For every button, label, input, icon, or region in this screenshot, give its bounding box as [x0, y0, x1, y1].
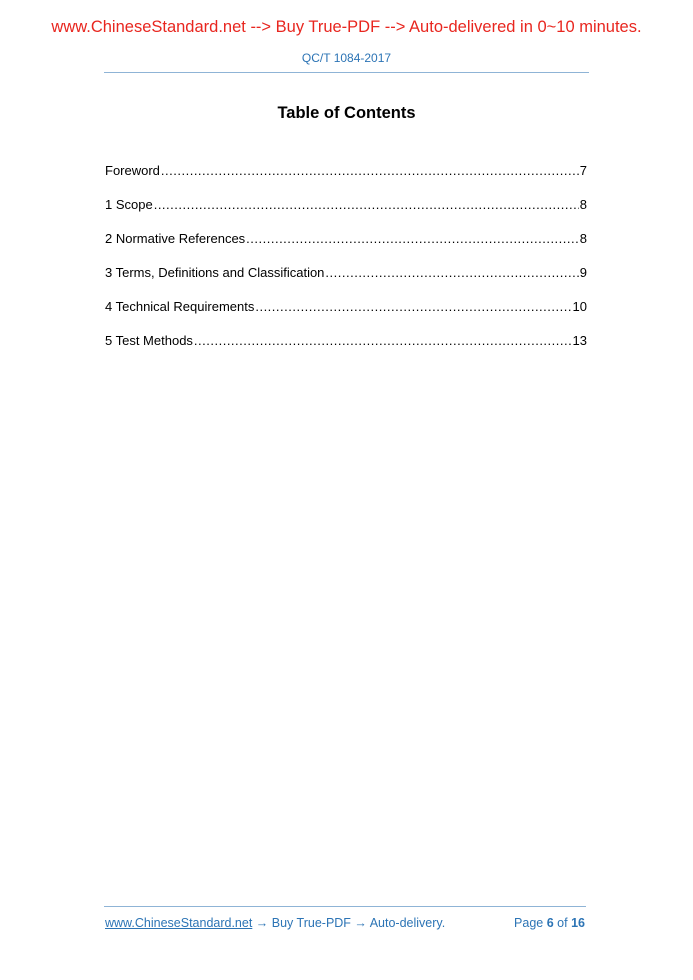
- table-of-contents: [105, 160, 587, 364]
- toc-entry-page: 7: [579, 163, 587, 178]
- footer-tagline: → Buy True-PDF → Auto-delivery.: [252, 916, 446, 930]
- page-word: Page: [514, 916, 544, 930]
- toc-leader-dots: [325, 262, 578, 284]
- toc-leader-dots: [194, 330, 572, 352]
- toc-leader-dots: [154, 194, 579, 216]
- toc-entry-test-methods[interactable]: [105, 330, 587, 364]
- toc-entry-label: 1 Scope: [105, 197, 153, 212]
- toc-entry-label: 5 Test Methods: [105, 333, 193, 348]
- toc-entry-normative-references[interactable]: [105, 228, 587, 262]
- footer-divider: [104, 906, 586, 907]
- header-divider: [104, 72, 589, 73]
- of-word: of: [557, 916, 568, 930]
- toc-leader-dots: [255, 296, 571, 318]
- toc-entry-label: 4 Technical Requirements: [105, 299, 255, 314]
- toc-entry-technical-requirements[interactable]: [105, 296, 587, 330]
- toc-entry-label: 2 Normative References: [105, 231, 246, 246]
- toc-entry-scope[interactable]: [105, 194, 587, 228]
- toc-entry-foreword[interactable]: [105, 160, 587, 194]
- toc-entry-label: Foreword: [105, 163, 160, 178]
- toc-entry-page: 8: [579, 231, 587, 246]
- toc-leader-dots: [246, 228, 579, 250]
- toc-leader-dots: [161, 160, 579, 182]
- toc-entry-terms-definitions[interactable]: [105, 262, 587, 296]
- toc-entry-page: 8: [579, 197, 587, 212]
- toc-title: Table of Contents: [277, 104, 416, 122]
- promo-banner[interactable]: www.ChineseStandard.net --> Buy True-PDF --> Auto-delivered in 0~10 minutes.: [51, 18, 642, 36]
- page-indicator: [514, 916, 585, 930]
- toc-entry-page: 13: [572, 333, 587, 348]
- document-code: QC/T 1084-2017: [301, 51, 392, 65]
- toc-entry-page: 9: [579, 265, 587, 280]
- current-page-number: 6: [546, 916, 554, 930]
- toc-entry-page: 10: [572, 299, 587, 314]
- toc-entry-label: 3 Terms, Definitions and Classification: [105, 265, 325, 280]
- footer-promo: [105, 916, 445, 930]
- footer-website-link[interactable]: www.ChineseStandard.net: [105, 916, 253, 930]
- total-page-count: 16: [571, 916, 585, 930]
